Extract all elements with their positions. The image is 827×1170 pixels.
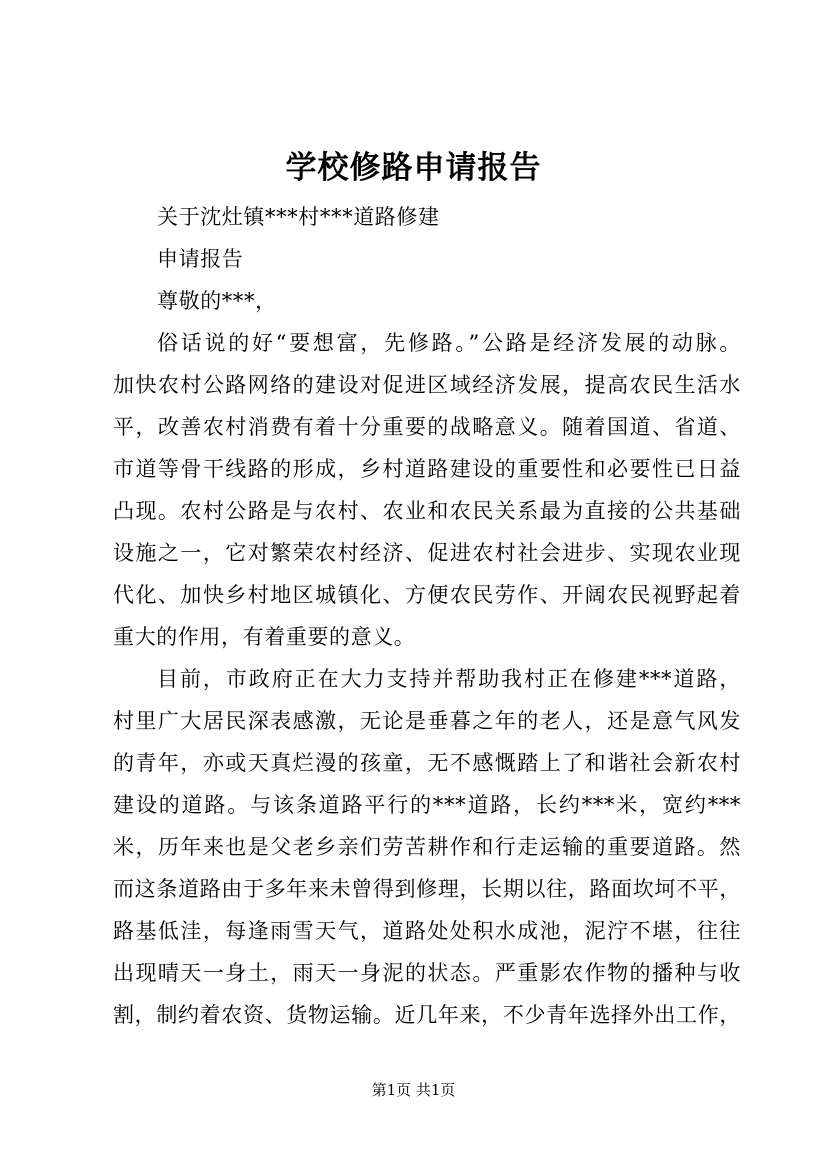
paragraph-line: 重大的作用，有着重要的意义。 — [113, 625, 416, 649]
paragraph-line: 出现晴天一身土，雨天一身泥的状态。严重影农作物的播种与收 — [113, 961, 741, 985]
paragraph-line: 目前，市政府正在大力支持并帮助我村正在修建***道路， — [157, 667, 741, 691]
salutation: 尊敬的***， — [157, 289, 277, 313]
paragraph-line: 米，历年来也是父老乡亲们劳苦耕作和行走运输的重要道路。然 — [113, 835, 741, 859]
page-footer: 第1页 共1页 — [371, 1081, 456, 1099]
subject-line-2: 申请报告 — [157, 247, 244, 271]
paragraph-line: 设施之一，它对繁荣农村经济、促进农村社会进步、实现农业现 — [113, 541, 741, 565]
paragraph-line: 凸现。农村公路是与农村、农业和农民关系最为直接的公共基础 — [113, 499, 741, 523]
paragraph-line: 代化、加快乡村地区城镇化、方便农民劳作、开阔农民视野起着 — [113, 583, 741, 607]
document-title: 学校修路申请报告 — [285, 150, 542, 186]
paragraph-line: 平，改善农村消费有着十分重要的战略意义。随着国道、省道、 — [113, 415, 741, 439]
paragraph-line: 建设的道路。与该条道路平行的***道路，长约***米，宽约*** — [113, 793, 741, 817]
paragraph-line: 俗话说的好“要想富，先修路。”公路是经济发展的动脉。 — [157, 331, 741, 355]
paragraph-line: 而这条道路由于多年来未曾得到修理，长期以往，路面坎坷不平， — [113, 877, 741, 901]
paragraph-line: 市道等骨干线路的形成，乡村道路建设的重要性和必要性已日益 — [113, 457, 741, 481]
paragraph-line: 割，制约着农资、货物运输。近几年来，不少青年选择外出工作， — [113, 1003, 741, 1027]
document-body — [113, 196, 741, 1036]
paragraph-line: 加快农村公路网络的建设对促进区域经济发展，提高农民生活水 — [113, 373, 741, 397]
paragraph-line: 路基低洼，每逢雨雪天气，道路处处积水成池，泥泞不堪，往往 — [113, 919, 741, 943]
paragraph-line: 的青年，亦或天真烂漫的孩童，无不感慨踏上了和谐社会新农村 — [113, 751, 741, 775]
subject-line: 关于沈灶镇***村***道路修建 — [157, 205, 440, 229]
paragraph-line: 村里广大居民深表感激，无论是垂暮之年的老人，还是意气风发 — [113, 709, 741, 733]
